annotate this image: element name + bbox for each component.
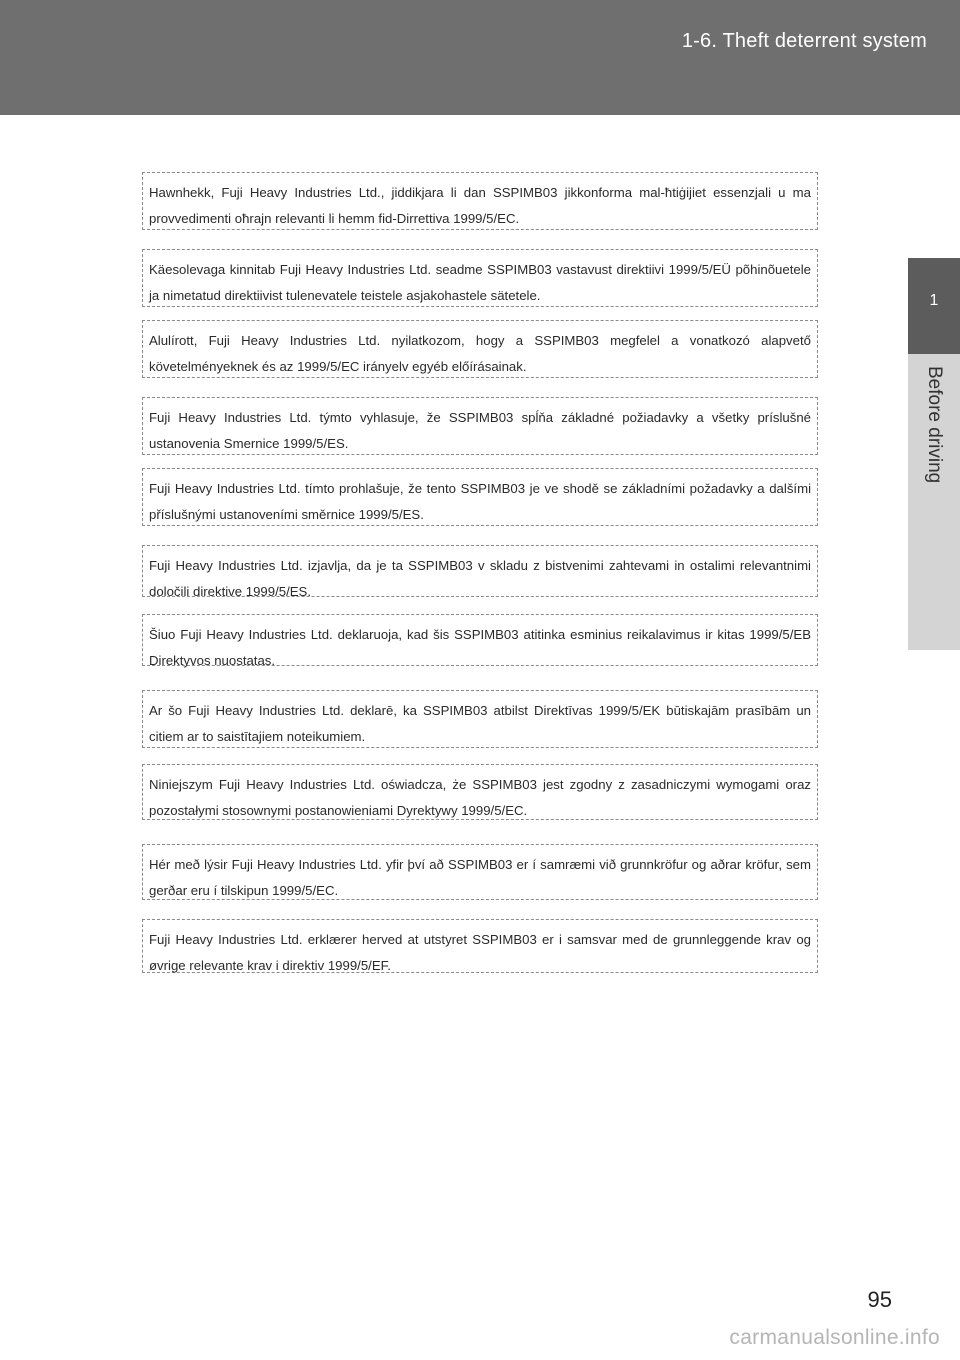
chapter-label-tab <box>908 354 960 650</box>
header-band <box>0 0 960 115</box>
page-number: 95 <box>867 1287 892 1312</box>
declaration-slovenian: Fuji Heavy Industries Ltd. izjavlja, da je ta SSPIMB03 v skladu z bistvenimi zahtevami in ostalimi relevantnimi določili direktive 1999/5/ES. <box>142 545 818 597</box>
chapter-label: Before driving <box>924 366 945 484</box>
declaration-hungarian: Alulírott, Fuji Heavy Industries Ltd. nyilatkozom, hogy a SSPIMB03 megfelel a vonatkozó alapvető követelményeknek és az 1999/5/EC irányelv egyéb előírásainak. <box>142 320 818 378</box>
declaration-estonian: Käesolevaga kinnitab Fuji Heavy Industries Ltd. seadme SSPIMB03 vastavust direktiivi 1999/5/EÜ põhinõuetele ja nimetatud direktiivist tulenevatele teistele asjakohastele sätetele. <box>142 249 818 307</box>
declaration-czech: Fuji Heavy Industries Ltd. tímto prohlašuje, že tento SSPIMB03 je ve shodě se základními požadavky a dalšími příslušnými ustanoveními směrnice 1999/5/ES. <box>142 468 818 526</box>
declaration-latvian: Ar šo Fuji Heavy Industries Ltd. deklarē, ka SSPIMB03 atbilst Direktīvas 1999/5/EK būtiskajām prasībām un citiem ar to saistītajiem noteikumiem. <box>142 690 818 748</box>
declaration-polish: Niniejszym Fuji Heavy Industries Ltd. oświadcza, że SSPIMB03 jest zgodny z zasadniczymi wymogami oraz pozostałymi stosownymi postanowieniami Dyrektywy 1999/5/EC. <box>142 764 818 820</box>
watermark: carmanualsonline.info <box>729 1326 940 1349</box>
declaration-icelandic: Hér með lýsir Fuji Heavy Industries Ltd. yfir því að SSPIMB03 er í samræmi við grunnkröfur og aðrar kröfur, sem gerðar eru í tilskipun 1999/5/EC. <box>142 844 818 900</box>
section-title: 1-6. Theft deterrent system <box>681 30 927 52</box>
declaration-norwegian: Fuji Heavy Industries Ltd. erklærer herved at utstyret SSPIMB03 er i samsvar med de grunnleggende krav og øvrige relevante krav i direktiv 1999/5/EF. <box>142 919 818 973</box>
chapter-number: 1 <box>929 292 939 309</box>
declaration-maltese: Hawnhekk, Fuji Heavy Industries Ltd., jiddikjara li dan SSPIMB03 jikkonforma mal-ħtiġijiet essenzjali u ma provvedimenti oħrajn relevanti li hemm fid-Dirrettiva 1999/5/EC. <box>142 172 818 230</box>
declaration-lithuanian: Šiuo Fuji Heavy Industries Ltd. deklaruoja, kad šis SSPIMB03 atitinka esminius reikalavimus ir kitas 1999/5/EB Direktyvos nuostatas. <box>142 614 818 666</box>
chapter-tab <box>908 258 960 354</box>
declaration-slovak: Fuji Heavy Industries Ltd. týmto vyhlasuje, že SSPIMB03 spĺňa základné požiadavky a všetky príslušné ustanovenia Smernice 1999/5/ES. <box>142 397 818 455</box>
